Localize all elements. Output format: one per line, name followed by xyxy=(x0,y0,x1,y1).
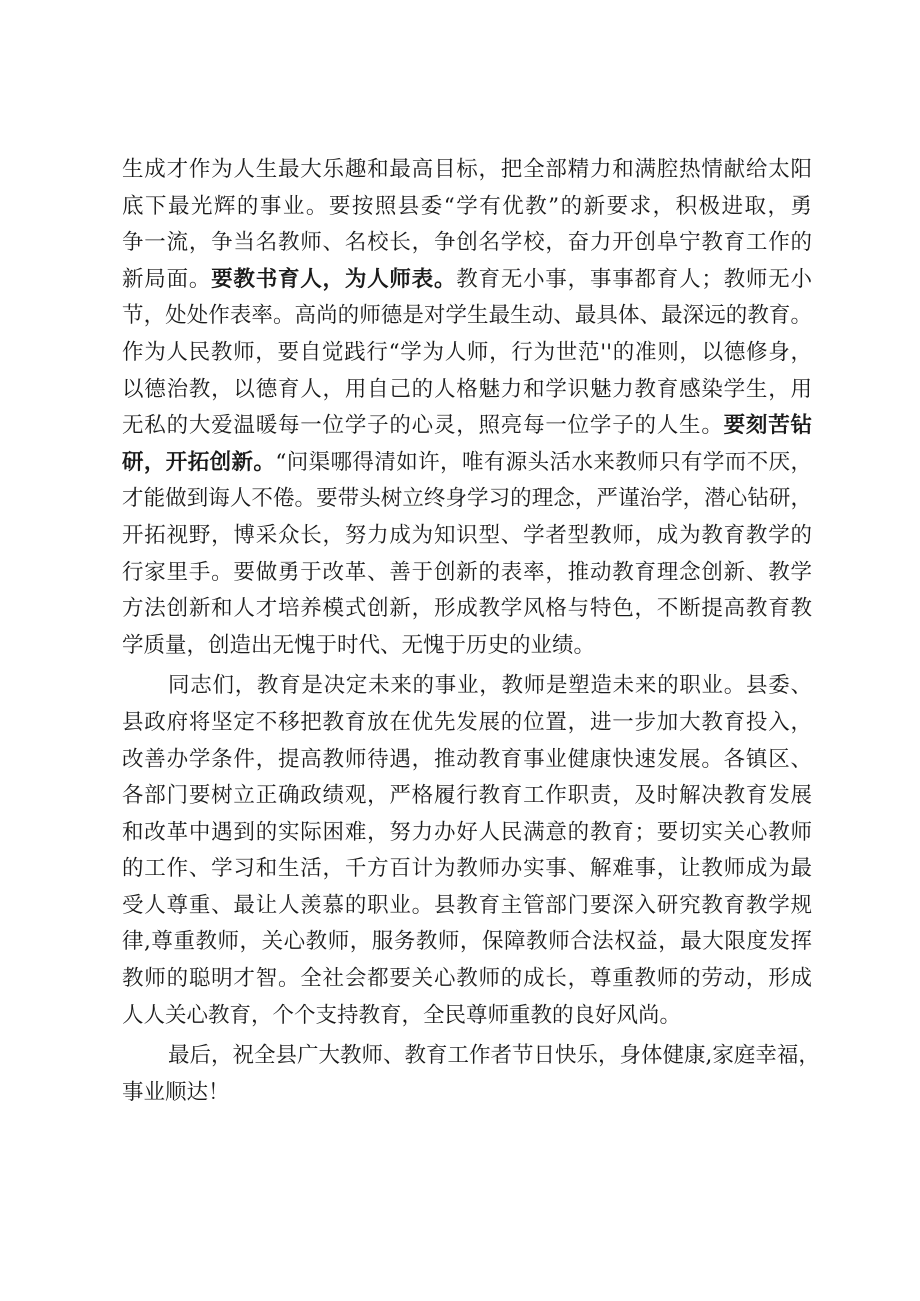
text-run: 县政府将坚定不移把教育放在优先发展的位置，进一步加大教育投入， xyxy=(122,709,812,735)
text-run: 才能做到诲人不倦。要带头树立终身学习的理念，严谨治学，潜心钻研， xyxy=(122,486,812,512)
text-run: 新局面。 xyxy=(122,266,212,292)
text-run: 学质量，创造出无愧于时代、无愧于历史的业绩。 xyxy=(122,632,596,658)
text-line xyxy=(122,742,812,779)
text-line xyxy=(122,481,812,518)
text-line xyxy=(122,1038,820,1075)
paragraph xyxy=(122,152,812,664)
text-line xyxy=(122,961,812,998)
text-line xyxy=(122,705,812,742)
text-run: 最后，祝全县广大教师、教育工作者节日快乐，身体健康,家庭幸福， xyxy=(168,1043,820,1069)
text-line xyxy=(122,298,812,335)
text-line xyxy=(122,445,812,482)
bold-heading-run: 要刻苦钻 xyxy=(723,413,812,439)
text-run: “问渠哪得清如许，唯有源头活水来教师只有学而不厌， xyxy=(275,449,812,475)
text-run: 同志们，教育是决定未来的事业，教师是塑造未来的职业。县委、 xyxy=(168,673,812,699)
text-run: 律,尊重教师，关心教师，服务教师，保障教师合法权益，最大限度发挥 xyxy=(122,929,812,955)
paragraph xyxy=(122,668,812,1034)
text-run: 教师的聪明才智。全社会都要关心教师的成长，尊重教师的劳动，形成 xyxy=(122,966,812,992)
text-line xyxy=(122,591,812,628)
text-line xyxy=(122,555,812,592)
text-line xyxy=(122,189,812,226)
text-run: 和改革中遇到的实际困难，努力办好人民满意的教育；要切实关心教师 xyxy=(122,819,812,845)
text-line xyxy=(122,628,812,665)
text-run: 方法创新和人才培养模式创新，形成教学风格与特色，不断提高教育教 xyxy=(122,596,812,622)
bold-heading-run: 研，开拓创新。 xyxy=(122,449,276,475)
text-run: 教育无小事，事事都育人；教师无小 xyxy=(456,266,812,292)
text-line xyxy=(122,888,812,925)
document-body xyxy=(122,152,820,1111)
text-line xyxy=(122,262,812,299)
text-run: 行家里手。要做勇于改革、善于创新的表率，推动教育理念创新、教学 xyxy=(122,559,812,585)
text-run: 改善办学条件，提高教师待遇，推动教育事业健康快速发展。各镇区、 xyxy=(122,746,812,772)
text-run: 事业顺达！ xyxy=(122,1079,230,1105)
text-line xyxy=(122,408,812,445)
text-run: 各部门要树立正确政绩观，严格履行教育工作职责，及时解决教育发展 xyxy=(122,783,812,809)
text-run: 人人关心教育，个个支持教育，全民尊师重教的良好风尚。 xyxy=(122,1002,682,1028)
text-run: 以德治教，以德育人，用自己的人格魅力和学识魅力教育感染学生，用 xyxy=(122,376,812,402)
text-run: 节，处处作表率。高尚的师德是对学生最生动、最具体、最深远的教育。 xyxy=(122,303,812,329)
text-line xyxy=(122,815,812,852)
text-line xyxy=(122,778,812,815)
text-line xyxy=(122,152,812,189)
text-line xyxy=(122,335,812,372)
text-line xyxy=(122,998,812,1035)
text-run: 的工作、学习和生活，千方百计为教师办实事、解难事，让教师成为最 xyxy=(122,856,812,882)
text-line xyxy=(122,225,812,262)
text-run: 开拓视野，博采众长，努力成为知识型、学者型教师，成为教育教学的 xyxy=(122,522,812,548)
bold-heading-run: 要教书育人，为人师表。 xyxy=(211,266,457,292)
text-run: 生成才作为人生最大乐趣和最高目标，把全部精力和满腔热情献给太阳 xyxy=(122,157,812,182)
paragraph xyxy=(122,1038,820,1111)
text-line xyxy=(122,1075,812,1112)
text-line xyxy=(122,668,812,705)
text-run: 作为人民教师，要自觉践行“学为人师，行为世范''的准则，以德修身， xyxy=(122,339,812,365)
text-line xyxy=(122,851,812,888)
text-run: 受人尊重、最让人羡慕的职业。县教育主管部门要深入研究教育教学规 xyxy=(122,892,812,918)
text-run: 无私的大爱温暖每一位学子的心灵，照亮每一位学子的人生。 xyxy=(122,413,724,439)
text-run: 底下最光辉的事业。要按照县委“学有优教”的新要求，积极进取，勇 xyxy=(122,193,812,219)
text-run: 争一流，争当名教师、名校长，争创名学校，奋力开创阜宁教育工作的 xyxy=(122,230,812,256)
text-line xyxy=(122,372,812,409)
text-line xyxy=(122,518,812,555)
text-line xyxy=(122,924,812,961)
